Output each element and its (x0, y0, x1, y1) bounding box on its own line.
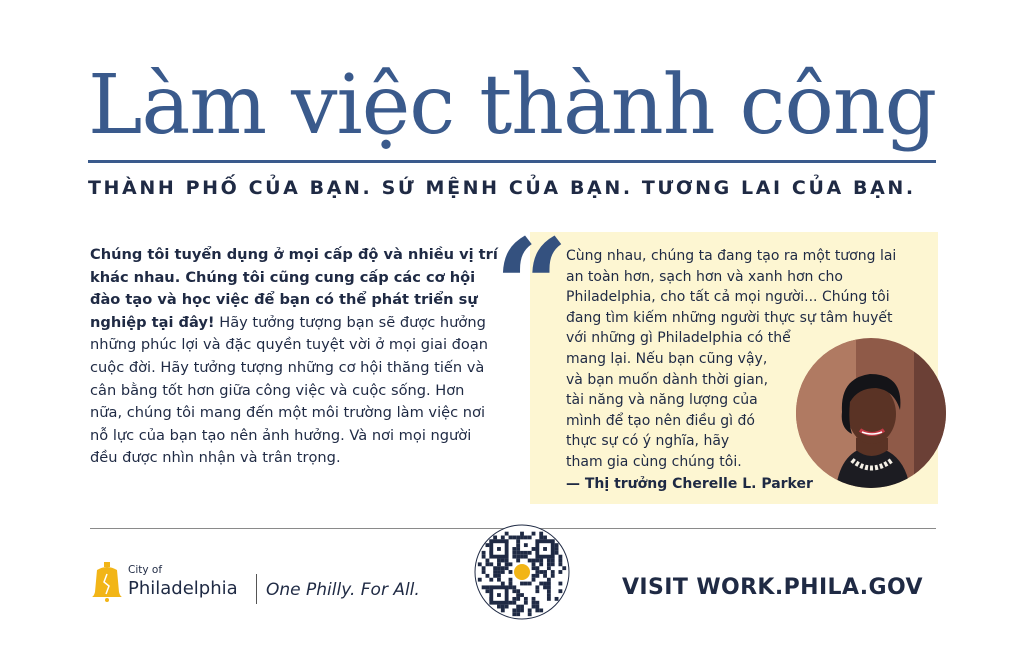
quote-mark-icon: “ (494, 210, 569, 363)
visit-prefix: VISIT (622, 575, 697, 600)
quote-line: và bạn muốn dành thời gian, (566, 371, 769, 388)
page-title: Làm việc thành công (88, 58, 937, 153)
quote-line: mình để tạo nên điều gì đó (566, 412, 755, 429)
quote-line: với những gì Philadelphia có thể (566, 330, 791, 347)
quote-author: — Thị trưởng Cherelle L. Parker (566, 476, 813, 492)
title-underline (88, 160, 936, 163)
quote-line: mang lại. Nếu bạn cũng vậy, (566, 350, 768, 367)
quote-line: tham gia cùng chúng tôi. (566, 453, 742, 470)
logo-city-of: City of (128, 564, 163, 576)
visit-link[interactable]: WORK.PHILA.GOV (696, 575, 923, 600)
quote-line: an toàn hơn, sạch hơn và xanh hơn cho (566, 268, 843, 285)
logo-divider (256, 574, 257, 604)
body-paragraph (90, 244, 500, 470)
qr-code[interactable] (474, 524, 570, 620)
quote-line: đang tìm kiếm những người thực sự tâm huyết (566, 309, 893, 326)
page-subtitle: THÀNH PHỐ CỦA BẠN. SỨ MỆNH CỦA BẠN. TƯƠNG LAI CỦA BẠN. (88, 177, 916, 199)
body-text: Hãy tưởng tượng bạn sẽ được hưởng những phúc lợi và đặc quyền tuyệt vời ở mọi giai đoạn cuộc đời. Hãy tưởng tượng những cơ hội thăng tiến và cân bằng tốt hơn giữa công việc và cuộc sống. Hơn nữa, chúng tôi mang đến một môi trường làm việc nơi nỗ lực của bạn tạo nên ảnh hưởng. Và nơi mọi người đều được nhìn nhận và trân trọng. (90, 313, 489, 467)
quote-line: thực sự có ý nghĩa, hãy (566, 433, 730, 450)
body-bold-intro: Chúng tôi tuyển dụng ở mọi cấp độ và nhiều vị trí khác nhau. Chúng tôi cũng cung cấp các cơ hội đào tạo và học việc để bạn có thể phát triển sự nghiệp tại đây! (90, 246, 498, 331)
quote-line: tài năng và năng lượng của (566, 392, 758, 409)
logo-tagline: One Philly. For All. (266, 580, 420, 600)
visit-url[interactable] (622, 575, 923, 600)
quote-line: Cùng nhau, chúng ta đang tạo ra một tương lai (566, 248, 897, 264)
quote-line: Philadelphia, cho tất cả mọi người... Chúng tôi (566, 289, 890, 306)
mayor-portrait (796, 338, 946, 488)
liberty-bell-icon (90, 562, 124, 602)
logo-philadelphia: Philadelphia (128, 578, 238, 599)
